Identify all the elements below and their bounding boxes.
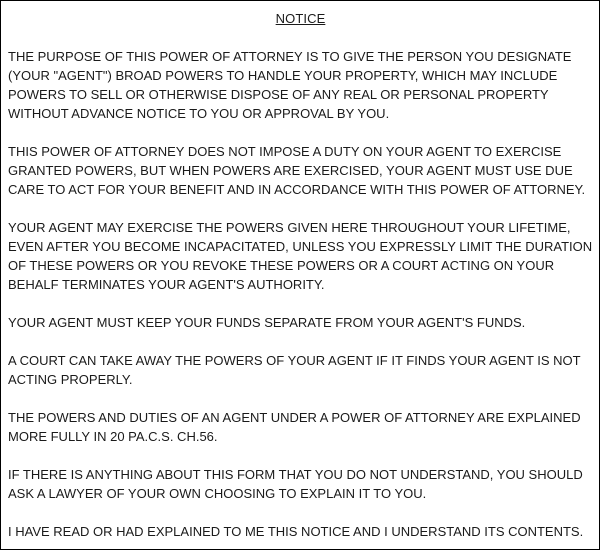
- paragraph-line: MORE FULLY IN 20 PA.C.S. CH.56.: [8, 429, 218, 444]
- notice-paragraph: [8, 218, 593, 294]
- notice-paragraph: [8, 465, 593, 503]
- notice-paragraph: [8, 47, 593, 123]
- notice-body: [8, 47, 593, 541]
- paragraph-line: ACTING PROPERLY.: [8, 372, 133, 387]
- paragraph-line: EVEN AFTER YOU BECOME INCAPACITATED, UNLESS YOU EXPRESSLY LIMIT THE DURATION: [8, 239, 593, 254]
- notice-paragraph: [8, 351, 593, 389]
- notice-paragraph: [8, 142, 593, 199]
- paragraph-line: YOUR AGENT MUST KEEP YOUR FUNDS SEPARATE FROM YOUR AGENT'S FUNDS.: [8, 315, 526, 330]
- paragraph-line: I HAVE READ OR HAD EXPLAINED TO ME THIS NOTICE AND I UNDERSTAND ITS CONTENTS.: [8, 524, 584, 539]
- paragraph-line: CARE TO ACT FOR YOUR BENEFIT AND IN ACCORDANCE WITH THIS POWER OF ATTORNEY.: [8, 182, 586, 197]
- paragraph-line: (YOUR "AGENT") BROAD POWERS TO HANDLE YOUR PROPERTY, WHICH MAY INCLUDE: [8, 68, 558, 83]
- paragraph-line: OF THESE POWERS OR YOU REVOKE THESE POWERS OR A COURT ACTING ON YOUR: [8, 258, 555, 273]
- paragraph-line: A COURT CAN TAKE AWAY THE POWERS OF YOUR AGENT IF IT FINDS YOUR AGENT IS NOT: [8, 353, 581, 368]
- paragraph-line: ASK A LAWYER OF YOUR OWN CHOOSING TO EXPLAIN IT TO YOU.: [8, 486, 427, 501]
- paragraph-line: IF THERE IS ANYTHING ABOUT THIS FORM THAT YOU DO NOT UNDERSTAND, YOU SHOULD: [8, 467, 583, 482]
- notice-title: NOTICE: [275, 11, 326, 26]
- paragraph-line: GRANTED POWERS, BUT WHEN POWERS ARE EXERCISED, YOUR AGENT MUST USE DUE: [8, 163, 573, 178]
- notice-paragraph: [8, 408, 593, 446]
- paragraph-line: BEHALF TERMINATES YOUR AGENT'S AUTHORITY.: [8, 277, 325, 292]
- notice-paragraph: [8, 313, 593, 332]
- paragraph-line: WITHOUT ADVANCE NOTICE TO YOU OR APPROVAL BY YOU.: [8, 106, 390, 121]
- paragraph-line: POWERS TO SELL OR OTHERWISE DISPOSE OF ANY REAL OR PERSONAL PROPERTY: [8, 87, 549, 102]
- notice-paragraph: [8, 522, 593, 541]
- paragraph-line: THE PURPOSE OF THIS POWER OF ATTORNEY IS TO GIVE THE PERSON YOU DESIGNATE: [8, 49, 572, 64]
- paragraph-line: THIS POWER OF ATTORNEY DOES NOT IMPOSE A DUTY ON YOUR AGENT TO EXERCISE: [8, 144, 562, 159]
- paragraph-line: THE POWERS AND DUTIES OF AN AGENT UNDER A POWER OF ATTORNEY ARE EXPLAINED: [8, 410, 581, 425]
- paragraph-line: YOUR AGENT MAY EXERCISE THE POWERS GIVEN HERE THROUGHOUT YOUR LIFETIME,: [8, 220, 571, 235]
